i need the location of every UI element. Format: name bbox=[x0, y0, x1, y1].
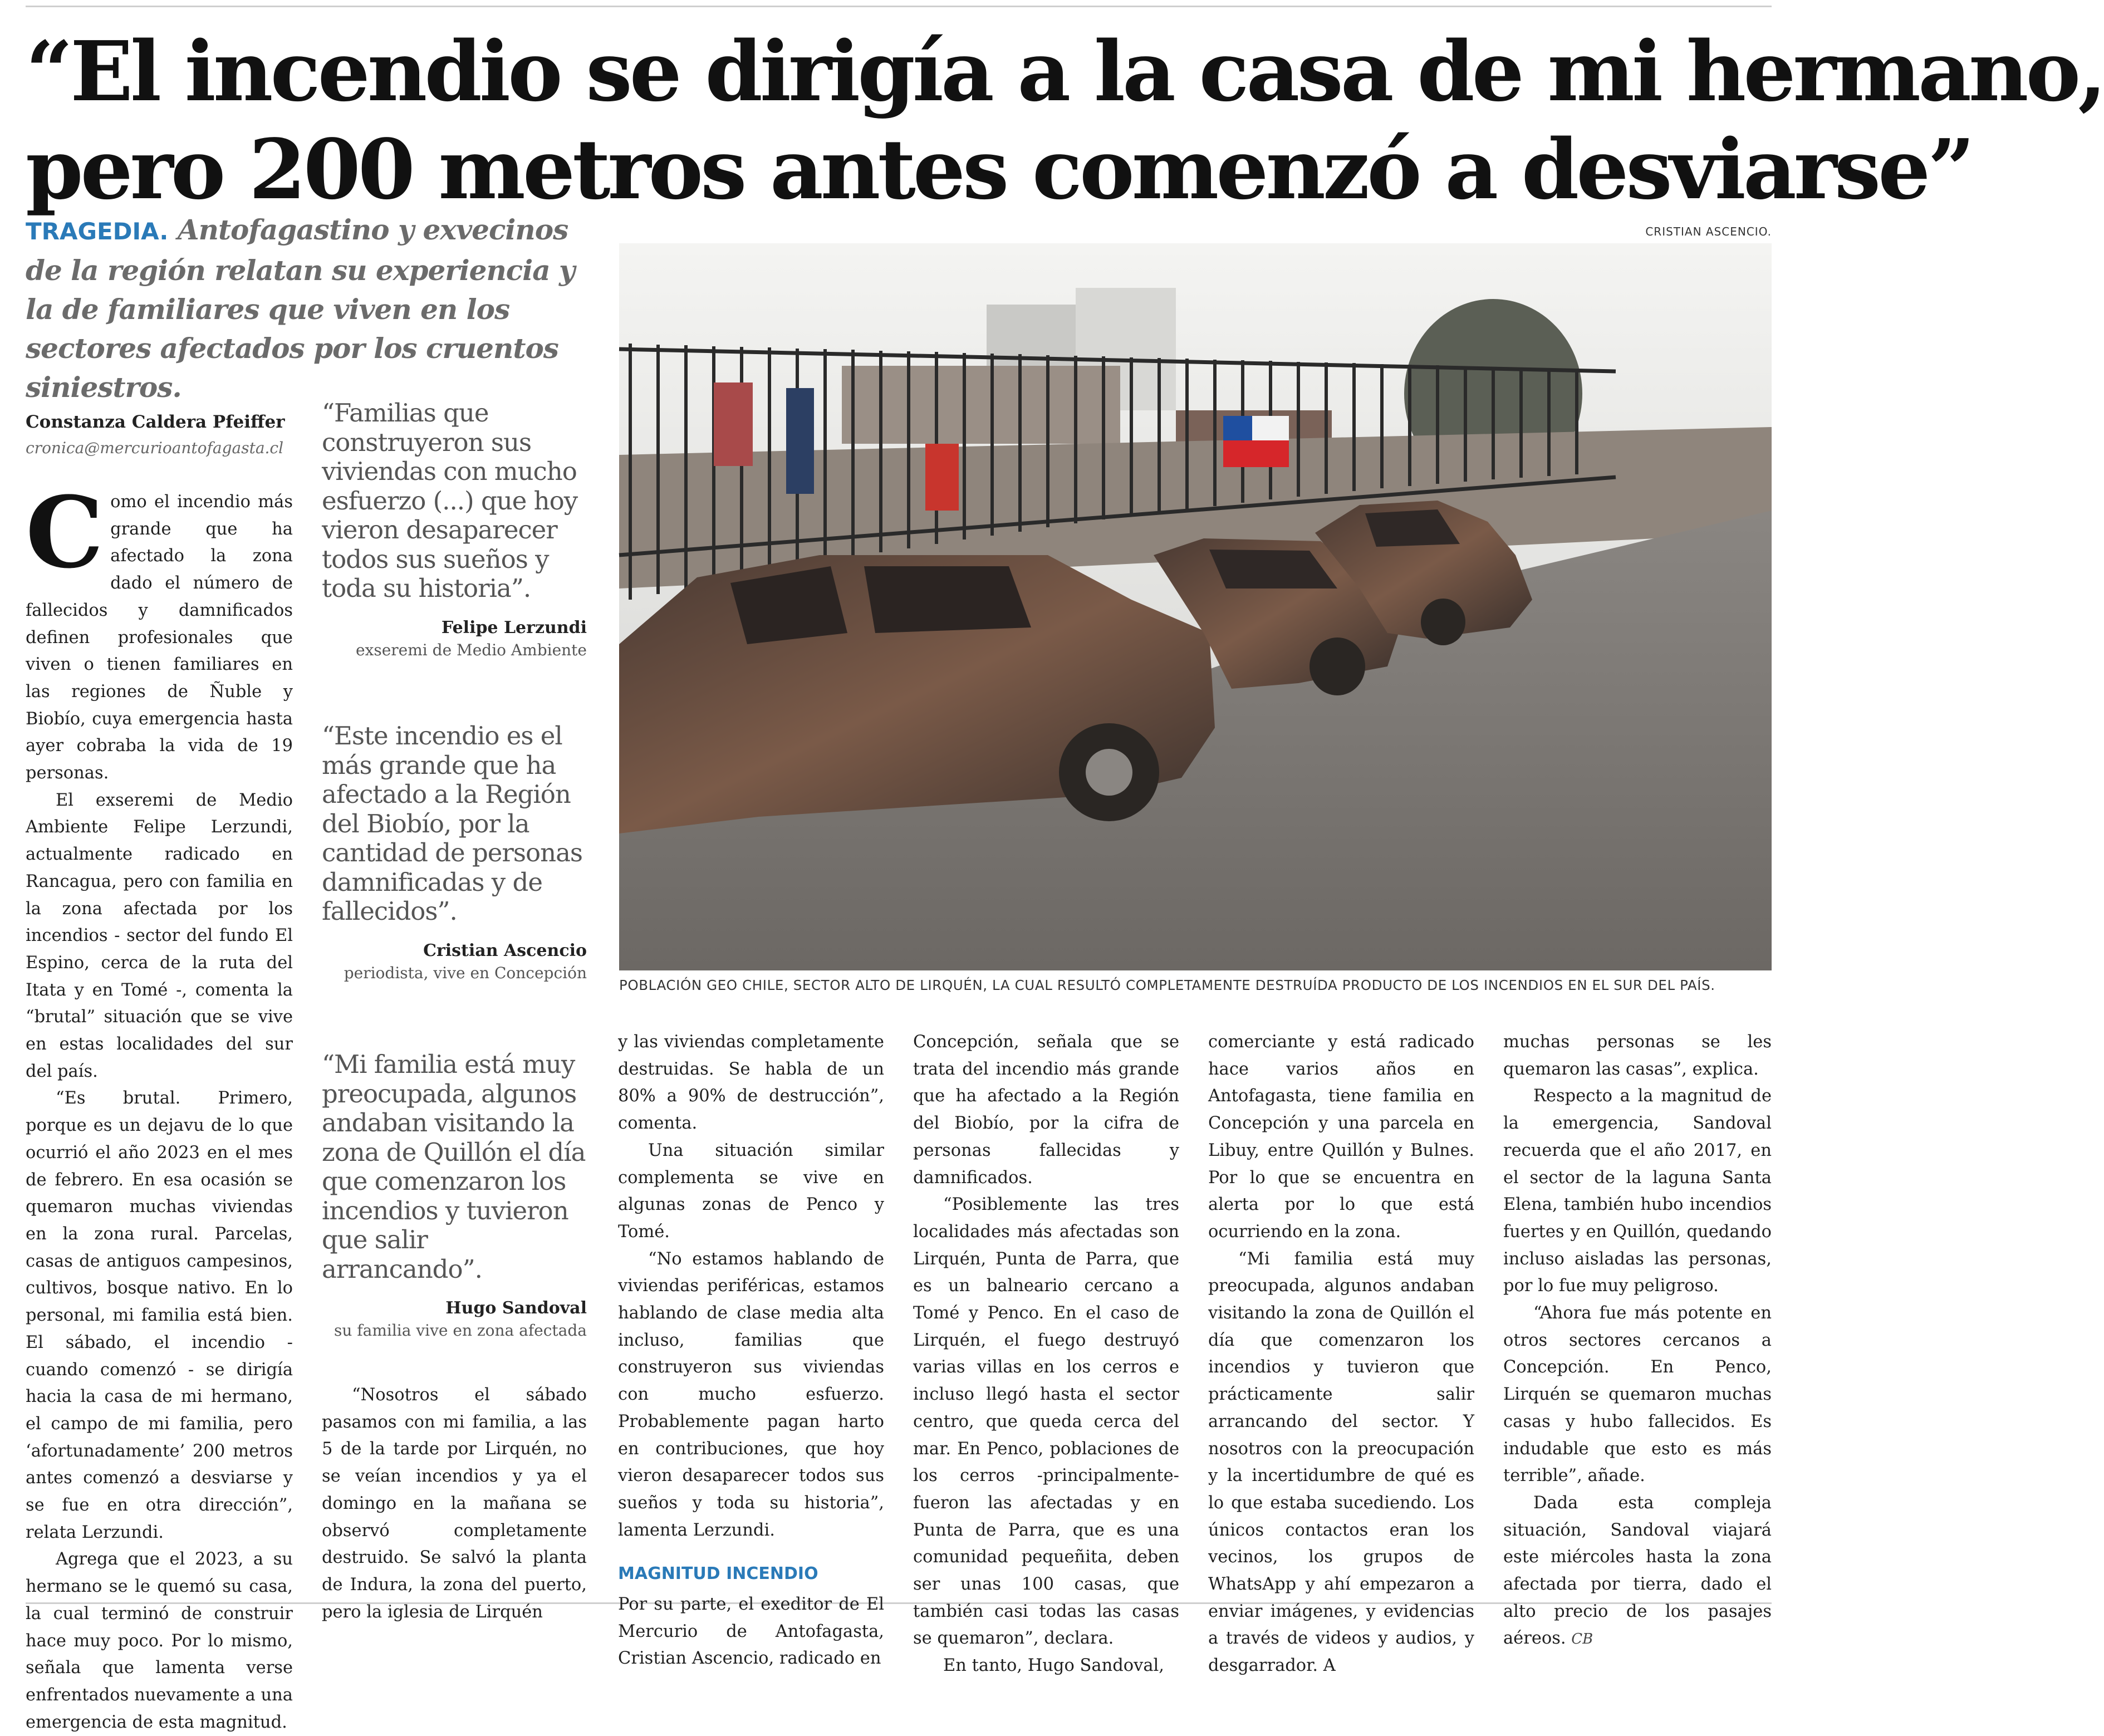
body-paragraph: El exseremi de Medio Ambiente Felipe Lerzundi, actualmente radicado en Rancagua, pero con familia en la zona afectada por los incendios - sector del fundo El Espino, cerca de la ruta del Itata y en Tomé -, comenta la “brutal” situación que se vive en estas localidades del sur del país. bbox=[26, 790, 293, 1081]
subhead-magnitud: MAGNITUD INCENDIO bbox=[618, 1564, 818, 1584]
body-paragraph: muchas personas se les quemaron las casas”, explica. bbox=[1503, 1032, 1772, 1079]
body-paragraph: Agrega que el 2023, a su hermano se le quemó su casa, la cual terminó de construir hace muy poco. Por lo mismo, señala que lamenta verse enfrentados nuevamente a una emergencia de esta magnitud. bbox=[26, 1549, 293, 1732]
pullquote-1 bbox=[322, 399, 587, 659]
photo-illustration bbox=[619, 243, 1772, 970]
pullquote-role: exseremi de Medio Ambiente bbox=[355, 640, 587, 659]
pullquote-role: su familia vive en zona afectada bbox=[333, 1321, 587, 1340]
body-paragraph: comerciante y está radicado hace varios años en Antofagasta, tiene familia en Concepción y una parcela en Libuy, entre Quillón y Bulnes. Por lo que se encuentra en alerta por lo que está ocurriendo en la zona. bbox=[1208, 1032, 1474, 1242]
deck-kicker: TRAGEDIA. bbox=[26, 218, 169, 245]
drop-cap: C bbox=[26, 475, 104, 590]
body-paragraph: Como el incendio más grande que ha afectado la zona dado el número de fallecidos y damnificados definen profesionales que viven o tienen familiares en las regiones de Ñuble y Biobío, cuya emergencia hasta ayer cobraba la vida de 19 personas. bbox=[26, 475, 293, 783]
photo-credit: CRISTIAN ASCENCIO. bbox=[1645, 225, 1772, 238]
body-paragraph: “Es brutal. Primero, porque es un dejavu de lo que ocurrió el año 2023 en el mes de febrero. En esa ocasión se quemaron muchas viviendas en la zona rural. Parcelas, casas de antiguos campesinos, cultivos, bosque nativo. En lo personal, mi familia está bien. El sábado, el incendio - cuando comenzó - se dirigía hacia la casa de mi hermano, el campo de mi familia, pero ‘afortunadamente’ 200 metros antes comenzó a desviarse y se fue en otra dirección”, relata Lerzundi. bbox=[26, 1088, 293, 1542]
body-paragraph: “Ahora fue más potente en otros sectores cercanos a Concepción. En Penco, Lirquén se quemaron muchas casas y hubo fallecidos. Es indudable que esto es más terrible”, añade. bbox=[1503, 1303, 1772, 1486]
headline-line-2: pero 200 metros antes comenzó a desviarse” bbox=[26, 121, 1973, 218]
byline-email: cronica@mercurioantofagasta.cl bbox=[26, 439, 284, 457]
body-paragraph: “Mi familia está muy preocupada, algunos andaban visitando la zona de Quillón el día que comenzaron los incendios y tuvieron que prácticamente salir arrancando del sector. Y nosotros con la preocupación y la incertidumbre de qué es lo que estaba sucediendo. Los únicos contactos eran los vecinos, los grupos de WhatsApp y ahí empezaron a enviar imágenes, y evidencias a través de videos y audios, y desgarrador. A bbox=[1208, 1249, 1474, 1676]
body-column-6 bbox=[1503, 1029, 1772, 1653]
pullquote-text: “Este incendio es el más grande que ha afectado a la Región del Biobío, por la cantidad de personas damnificadas y de fallecidos”. bbox=[322, 721, 583, 926]
body-column-5 bbox=[1208, 1029, 1474, 1680]
byline bbox=[26, 412, 304, 457]
photo-burned-cars bbox=[619, 243, 1772, 970]
body-paragraph: “Nosotros el sábado pasamos con mi familia, a las 5 de la tarde por Lirquén, no se veían incendios y ya el domingo en la mañana se observó completamente destruido. Se salvó la planta de Indura, la zona del puerto, pero la iglesia de Lirquén bbox=[322, 1385, 587, 1622]
body-paragraph: Respecto a la magnitud de la emergencia, Sandoval recuerda que el año 2017, en el sector de la laguna Santa Elena, también hubo incendios fuertes y en Quillón, quedando incluso aisladas las personas, por lo fue muy peligroso. bbox=[1503, 1086, 1772, 1296]
pullquote-3 bbox=[322, 1050, 587, 1340]
body-paragraph: “No estamos hablando de viviendas periféricas, estamos hablando de clase media alta incluso, familias que construyeron sus viviendas con mucho esfuerzo. Probablemente pagan harto en contribuciones, que hoy vieron desaparecer todos sus sueños y toda su historia”, lamenta Lerzundi. bbox=[618, 1249, 884, 1540]
body-paragraph: y las viviendas completamente destruidas. Se habla de un 80% a 90% de destrucción”, comenta. bbox=[618, 1032, 884, 1134]
body-paragraph: En tanto, Hugo Sandoval, bbox=[943, 1656, 1164, 1676]
deck bbox=[26, 210, 588, 407]
body-column-1 bbox=[26, 475, 293, 1736]
body-column-3 bbox=[618, 1029, 884, 1673]
pullquote-text: “Familias que construyeron sus viviendas con mucho esfuerzo (...) que hoy vieron desaparecer todos sus sueños y toda su historia”. bbox=[322, 398, 578, 603]
deck-text: Antofagastino y exvecinos de la región relatan su experiencia y la de familiares que viven en los sectores afectados por los cruentos siniestros. bbox=[26, 213, 575, 404]
body-paragraph: Por su parte, el exeditor de El Mercurio de Antofagasta, Cristian Ascencio, radicado en bbox=[618, 1595, 884, 1669]
body-column-4 bbox=[913, 1029, 1179, 1680]
headline bbox=[26, 22, 2104, 218]
photo-caption: POBLACIÓN GEO CHILE, SECTOR ALTO DE LIRQUÉN, LA CUAL RESULTÓ COMPLETAMENTE DESTRUÍDA PRODUCTO DE LOS INCENDIOS EN EL SUR DEL PAÍS. bbox=[619, 977, 1715, 993]
body-paragraph: Una situación similar complementa se vive en algunas zonas de Penco y Tomé. bbox=[618, 1140, 884, 1242]
body-paragraph: “Posiblemente las tres localidades más afectadas son Lirquén, Punta de Parra, que es un balneario cercano a Tomé y Penco. En el caso de Lirquén, el fuego destruyó varias villas en los cerros e incluso llegó hasta el sector centro, que queda cerca del mar. En Penco, poblaciones de los cerros -principalmente- fueron las afectadas y en Punta de Parra, que es una comunidad pequeñita, deben ser unas 100 casas, que también casi todas las casas se quemaron”, declara. bbox=[913, 1195, 1179, 1649]
body-column-2 bbox=[322, 1382, 587, 1626]
top-rule bbox=[26, 6, 1772, 7]
pullquote-name: Cristian Ascencio bbox=[423, 940, 587, 960]
pullquote-role: periodista, vive en Concepción bbox=[344, 963, 587, 982]
byline-author: Constanza Caldera Pfeiffer bbox=[26, 412, 285, 432]
pullquote-text: “Mi familia está muy preocupada, algunos andaban visitando la zona de Quillón el día que comenzaron los incendios y tuvieron que salir arrancando”. bbox=[322, 1050, 586, 1284]
headline-line-1: “El incendio se dirigía a la casa de mi hermano, bbox=[26, 23, 2104, 120]
body-paragraph: Dada esta compleja situación, Sandoval viajará este miércoles hasta la zona afectada por tierra, dado el alto precio de los pasajes aéreos. CB bbox=[1503, 1493, 1772, 1649]
end-mark: CB bbox=[1571, 1631, 1593, 1648]
pullquote-name: Hugo Sandoval bbox=[445, 1298, 587, 1318]
pullquote-name: Felipe Lerzundi bbox=[441, 617, 587, 637]
pullquote-2 bbox=[322, 722, 587, 982]
body-paragraph: Concepción, señala que se trata del incendio más grande que ha afectado a la Región del Biobío, por la cifra de personas fallecidas y damnificados. bbox=[913, 1032, 1179, 1188]
